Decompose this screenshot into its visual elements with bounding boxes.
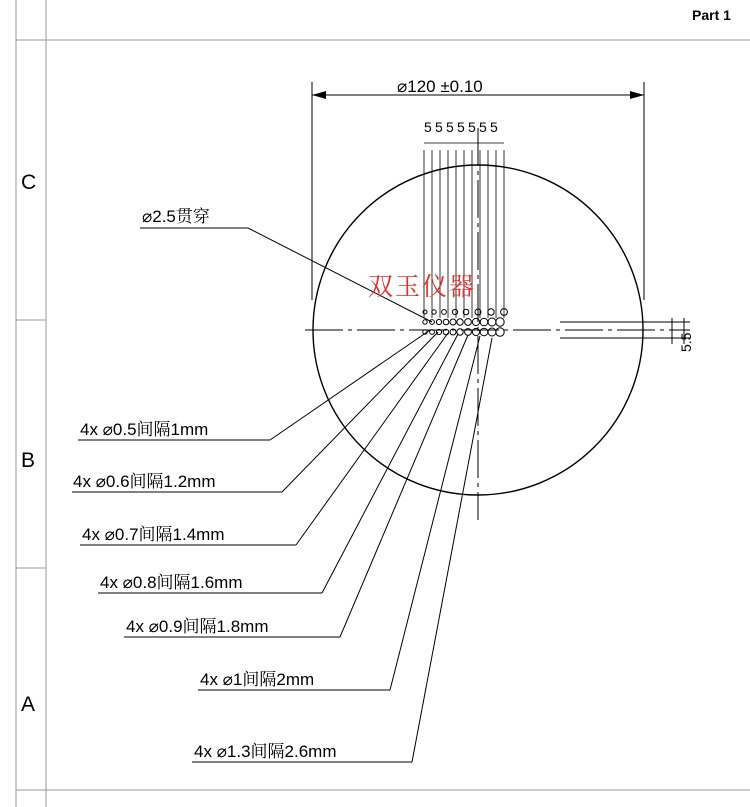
- main-dimension-text: ⌀120 ±0.10: [397, 77, 483, 96]
- callout-5: 4x ⌀0.9间隔1.8mm: [126, 617, 269, 636]
- side-dimension-lines: [560, 318, 690, 344]
- page-title: Part 1: [692, 7, 731, 23]
- zone-letter-a: A: [21, 693, 36, 716]
- callout-4: 4x ⌀0.8间隔1.6mm: [100, 573, 243, 592]
- callout-2: 4x ⌀0.6间隔1.2mm: [73, 472, 216, 491]
- through-hole-callout: ⌀2.5贯穿: [142, 207, 210, 226]
- side-dimension-text: 5.5: [678, 332, 694, 352]
- hole-spacing-number-6: 5: [479, 119, 487, 135]
- callout-3: 4x ⌀0.7间隔1.4mm: [82, 525, 225, 544]
- hole-spacing-number-2: 5: [435, 119, 443, 135]
- hole-spacing-number-3: 5: [446, 119, 454, 135]
- callout-7: 4x ⌀1.3间隔2.6mm: [194, 742, 337, 761]
- drawing-frame: [16, 0, 750, 807]
- hole-cluster: [423, 309, 508, 337]
- zone-letter-c: C: [21, 171, 37, 194]
- hole-spacing-number-7: 5: [490, 119, 498, 135]
- hole-spacing-number-4: 5: [457, 119, 465, 135]
- zone-letter-b: B: [21, 449, 36, 472]
- callout-6: 4x ⌀1间隔2mm: [200, 670, 315, 689]
- callout-1: 4x ⌀0.5间隔1mm: [80, 420, 209, 439]
- watermark-text: 双玉仪器: [368, 272, 477, 301]
- hole-spacing-number-5: 5: [468, 119, 476, 135]
- hole-spacing-number-1: 5: [424, 119, 432, 135]
